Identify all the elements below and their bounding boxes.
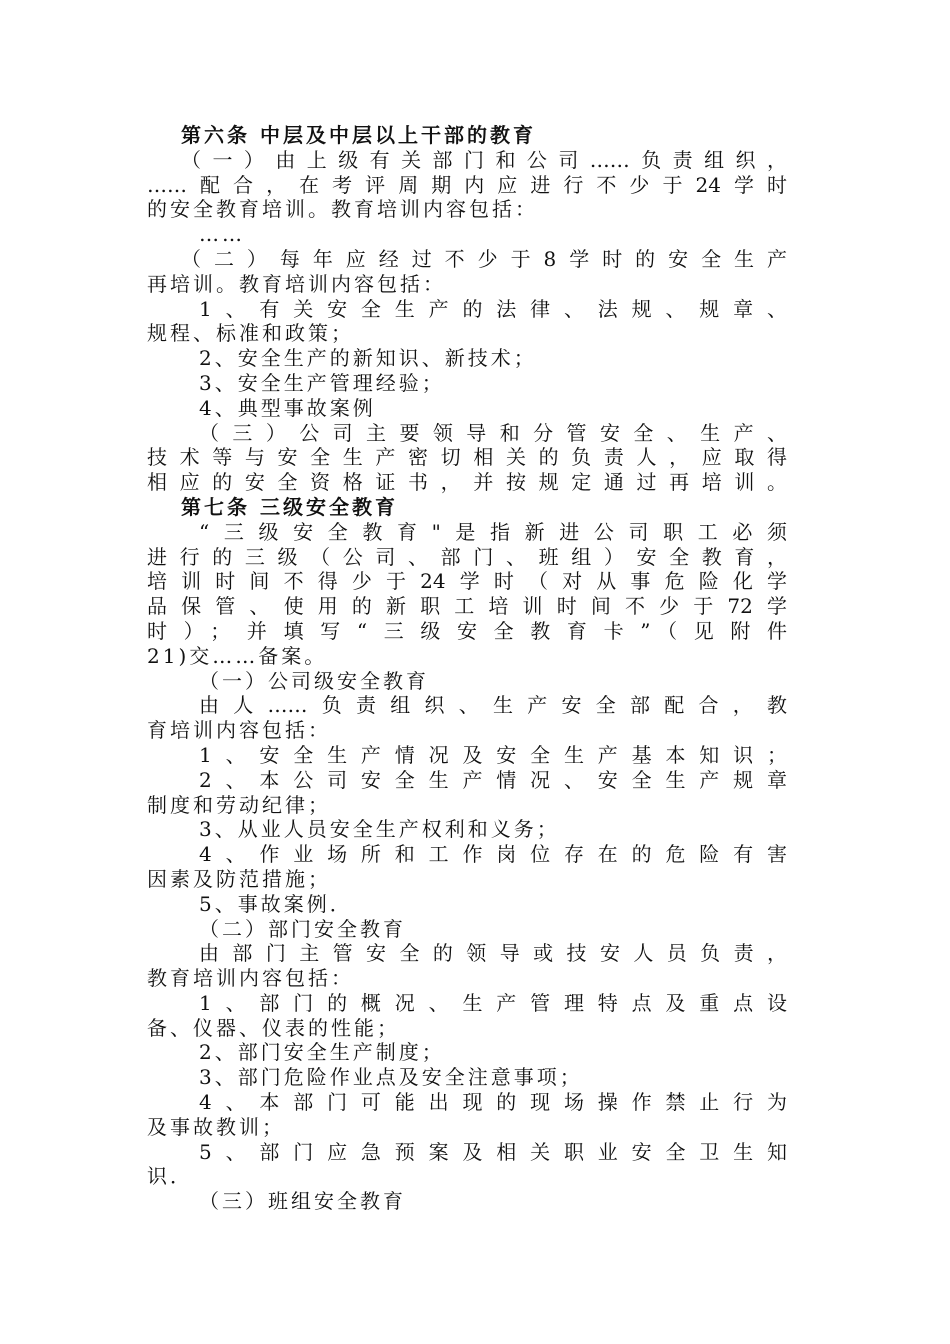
text-line: 再培训。教育培训内容包括： [147,271,446,296]
section-heading: （二）部门安全教育 [199,916,406,941]
article-6-heading: 第六条 中层及中层以上干部的教育 [181,123,536,147]
text-line: “三级安全教育"是指新进公司职工必须 [199,519,787,544]
text-line: 及事故教训； [147,1114,285,1139]
text-line: 技术等与安全生产密切相关的负责人，应取得 [147,445,787,470]
text-line: 3、安全生产管理经验； [199,370,445,395]
text-line: 识． [147,1164,193,1189]
text-line: 21)交……备案。 [147,643,328,668]
text-line: 因素及防范措施； [147,866,331,891]
text-line: 2、部门安全生产制度； [199,1040,445,1065]
article-7-heading: 第七条 三级安全教育 [181,494,398,519]
text-line: 规程、标准和政策； [147,321,354,346]
text-line: 的安全教育培训。教育培训内容包括： [147,197,538,222]
text-line: 3、部门危险作业点及安全注意事项； [199,1065,583,1090]
text-line: 5、事故案例． [199,891,353,916]
text-line: 4、本部门可能出现的现场操作禁止行为 [199,1090,787,1115]
text-line: 2、本公司安全生产情况、安全生产规章 [199,767,787,792]
text-line: 1、有关安全生产的法律、法规、规章、 [199,296,787,321]
text-line: （一）由上级有关部门和公司……负责组织， [181,147,787,172]
text-line: 备、仪器、仪表的性能； [147,1015,400,1040]
text-line: 品保管、使用的新职工培训时间不少于72学 [147,594,787,619]
text-line: …… [199,222,245,247]
text-line: 1、安全生产情况及安全生产基本知识； [199,742,787,767]
document-body [147,123,787,1214]
text-line: 4、作业场所和工作岗位存在的危险有害 [199,842,787,867]
text-line: （三）公司主要领导和分管安全、生产、 [199,420,787,445]
text-line: 5、部门应急预案及相关职业安全卫生知 [199,1139,787,1164]
text-line: 进行的三级（公司、部门、班组）安全教育， [147,544,787,569]
text-line: 3、从业人员安全生产权利和义务； [199,817,560,842]
text-line: ……配合，在考评周期内应进行不少于24学时 [147,172,787,197]
text-line: 4、典型事故案例 [199,395,376,420]
section-heading: （一）公司级安全教育 [199,668,429,693]
text-line: 2、安全生产的新知识、新技术； [199,346,537,371]
text-line: 时）；并填写“三级安全教育卡”（见附件 [147,618,787,643]
text-line: 制度和劳动纪律； [147,792,331,817]
text-line: 培训时间不得少于24学时（对从事危险化学 [147,569,787,594]
section-heading: （三）班组安全教育 [199,1189,406,1214]
text-line: （二）每年应经过不少于8学时的安全生产 [181,246,787,271]
text-line: 育培训内容包括： [147,718,331,743]
text-line: 教育培训内容包括： [147,966,354,991]
text-line: 相应的安全资格证书，并按规定通过再培训。 [147,470,787,495]
text-line: 由部门主管安全的领导或技安人员负责， [199,941,787,966]
text-line: 1、部门的概况、生产管理特点及重点设 [199,990,787,1015]
text-line: 由人……负责组织、生产安全部配合，教 [199,693,787,718]
